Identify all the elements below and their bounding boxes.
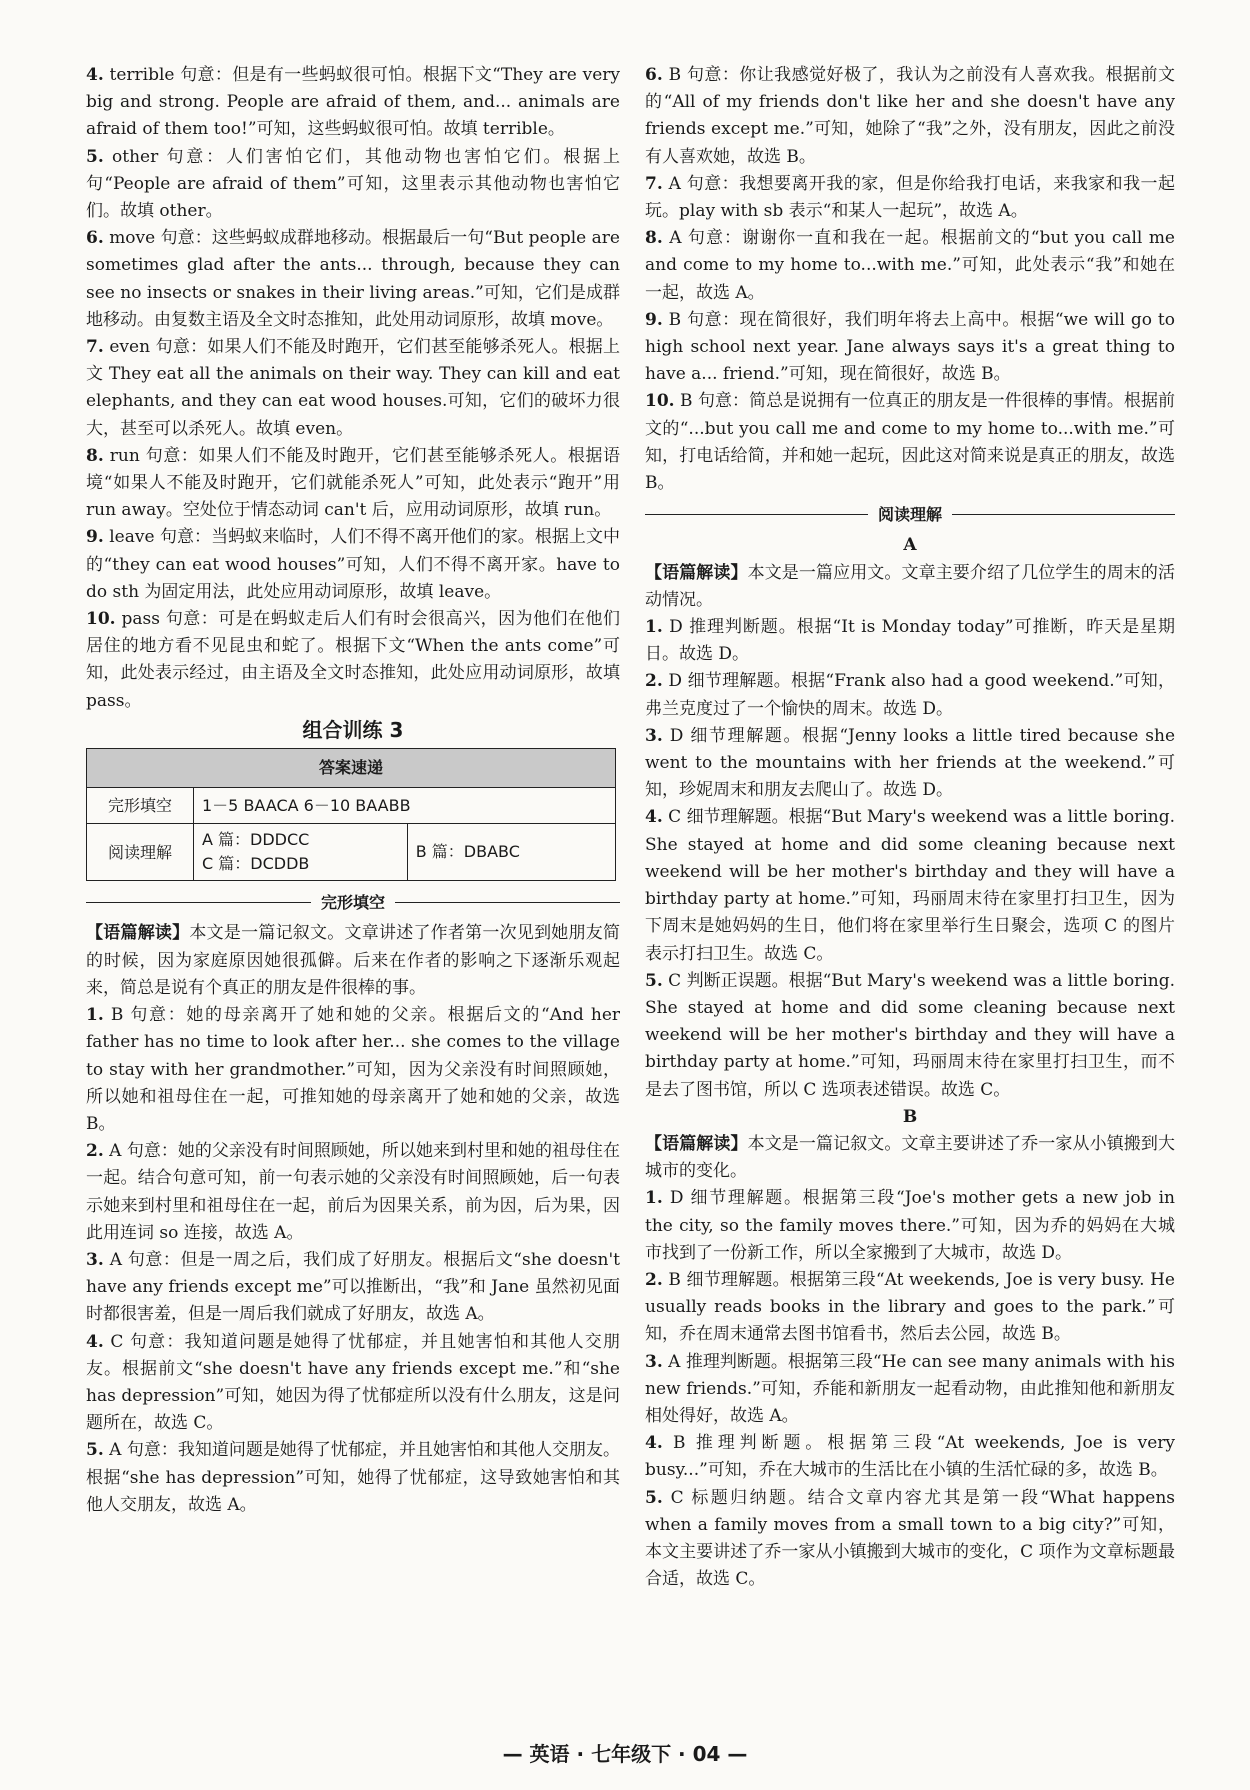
- answer-item: [645, 1267, 1175, 1349]
- item-text: C 标题归纳题。结合文章内容尤其是第一段“What happens when a family moves from a small town to a big city?”可知，本文主要讲述了乔一家从小镇搬到大城市的变化，C 项作为文章标题最合适，故选 C。: [645, 1487, 1175, 1590]
- item-text: run 句意：如果人们不能及时跑开，它们甚至能够杀死人。根据语境“如果人不能及时跑开，它们就能杀死人”可知，此处表示“跑开”用 run away。空处位于情态动词 can't 后，应用动词原形，故填 run。: [86, 445, 620, 521]
- answer-item: [645, 723, 1175, 805]
- item-number: 5.: [86, 1440, 104, 1461]
- item-number: 9.: [86, 527, 104, 548]
- answer-item: [645, 225, 1175, 307]
- item-text: leave 句意：当蚂蚁来临时，人们不得不离开他们的家。根据上文中的“they can eat wood houses”可知，人们不得不离开家。have to do sth 为固定用法，此处应用动词原形，故填 leave。: [86, 527, 621, 602]
- answer-item: [645, 171, 1175, 225]
- reading-b-answers: B 篇：DBABC: [407, 824, 615, 881]
- item-text: B 细节理解题。根据第三段“At weekends, Joe is very busy. He usually reads books in the library and goes to the park.”可知，乔在周末通常去图书馆看书，然后去公园，故选 B。: [645, 1269, 1175, 1345]
- answer-item: [86, 1247, 620, 1329]
- answer-item: [645, 1485, 1175, 1594]
- intro-tag: 【语篇解读】: [86, 923, 190, 944]
- passage-a-letter: A: [903, 535, 917, 556]
- item-number: 5.: [645, 1487, 663, 1508]
- item-text: A 句意：谢谢你一直和我在一起。根据前文的“but you call me and come to my home to...with me.”可知，此处表示“我”和她在一起，故选 A。: [645, 228, 1175, 303]
- intro-text: 本文是一篇记叙文。文章主要讲述了乔一家从小镇搬到大城市的变化。: [645, 1133, 1176, 1182]
- left-column: [86, 62, 620, 1519]
- item-number: 2.: [86, 1141, 104, 1162]
- answer-item: [645, 614, 1175, 668]
- section-title: 组合训练 3: [302, 717, 404, 742]
- reading-heading: 阅读理解: [878, 505, 943, 525]
- item-number: 6.: [645, 65, 663, 85]
- item-text: D 细节理解题。根据“Frank also had a good weekend.”可知，弗兰克度过了一个愉快的周末。故选 D。: [645, 671, 1175, 719]
- cloze-answer-list: [86, 1002, 620, 1519]
- item-text: move 句意：这些蚂蚁成群地移动。根据最后一句“But people are sometimes glad after the ants... through, because they can see no insects or snakes in their living areas.”可知，它们是成群地移动。由复数主语及全文时态推知，此处用动词原形，故填 move。: [86, 228, 620, 330]
- passage-a-intro: [645, 560, 1175, 614]
- intro-text: 本文是一篇记叙文。文章讲述了作者第一次见到她朋友简的时候，因为家庭原因她很孤僻。后来在作者的影响之下逐渐乐观起来，简总是说有个真正的朋友是件很棒的事。: [86, 923, 621, 998]
- answer-item: [645, 1185, 1175, 1267]
- answer-summary-table: [86, 748, 616, 881]
- item-number: 10.: [645, 391, 675, 412]
- answer-item: [645, 388, 1175, 497]
- item-text: A 句意：但是一周之后，我们成了好朋友。根据后文“she doesn't have any friends except me”可以推断出，“我”和 Jane 虽然初见面时都很害羞，但是一周后我们就成了好朋友，故选 A。: [86, 1249, 621, 1325]
- item-number: 3.: [86, 1249, 104, 1270]
- reading-label: 阅读理解: [87, 824, 194, 881]
- item-text: D 推理判断题。根据“It is Monday today”可推断，昨天是星期日。故选 D。: [645, 617, 1176, 665]
- item-number: 5.: [645, 970, 663, 991]
- item-text: A 推理判断题。根据第三段“He can see many animals with his new friends.”可知，乔能和新朋友一起看动物，由此推知他和新朋友相处得好，故选 A。: [645, 1351, 1175, 1426]
- answer-item: [86, 606, 620, 715]
- item-number: 4.: [645, 807, 663, 828]
- item-number: 6.: [86, 228, 104, 249]
- answer-item: [645, 1430, 1175, 1484]
- answer-item: [645, 1349, 1175, 1431]
- intro-tag: 【语篇解读】: [645, 1133, 748, 1154]
- answer-item: [645, 307, 1175, 389]
- answer-item: [86, 62, 620, 144]
- cloze-answers: 1－5 BAACA 6－10 BAABB: [194, 788, 616, 824]
- answer-item: [86, 524, 620, 606]
- item-text: B 句意：现在简很好，我们明年将去上高中。根据“we will go to high school next year. Jane always says it's a great thing to have a... friend.”可知，现在简很好，故选 B。: [645, 309, 1175, 385]
- item-number: 4.: [86, 1331, 104, 1352]
- item-number: 5.: [86, 146, 104, 167]
- cloze-label: 完形填空: [87, 788, 194, 824]
- answer-item: [86, 225, 620, 334]
- reading-divider: [645, 501, 1175, 528]
- item-number: 1.: [86, 1005, 104, 1026]
- item-text: A 句意：我想要离开我的家，但是你给我打电话，来我家和我一起玩。play with sb 表示“和某人一起玩”，故选 A。: [645, 173, 1175, 222]
- item-text: other 句意：人们害怕它们，其他动物也害怕它们。根据上句“People are afraid of them”可知，这里表示其他动物也害怕它们。故填 other。: [86, 146, 620, 222]
- item-text: pass 句意：可是在蚂蚁走后人们有时会很高兴，因为他们在他们居住的地方看不见昆虫和蛇了。根据下文“When the ants come”可知，此处表示经过，由主语及全文时态推知，此处应用动词原形，故填 pass。: [86, 609, 620, 711]
- answer-item: [86, 1138, 620, 1247]
- item-number: 7.: [645, 173, 663, 194]
- item-text: terrible 句意：但是有一些蚂蚁很可怕。根据下文“They are very big and strong. People are afraid of them, and... animals are afraid of them too!”可知，这些蚂蚁很可怕。故填 terrible。: [86, 65, 620, 140]
- reading-a-answers: A 篇：DDDCC: [202, 830, 310, 850]
- answer-item: [645, 62, 1175, 171]
- answer-item: [86, 443, 620, 525]
- item-number: 9.: [645, 309, 663, 330]
- cloze-heading: 完形填空: [321, 893, 386, 913]
- item-number: 4.: [645, 1433, 663, 1454]
- item-number: 10.: [86, 609, 116, 630]
- answer-item: [645, 668, 1175, 722]
- item-text: A 句意：她的父亲没有时间照顾她，所以她来到村里和她的祖母住在一起。结合句意可知，前一句表示她的父亲没有时间照顾她，后一句表示她来到村里和祖母住在一起，前后为因果关系，前为因，后为果，因此用连词 so 连接，故选 A。: [86, 1141, 621, 1243]
- answer-item: [86, 1002, 620, 1138]
- answer-item: [645, 968, 1175, 1104]
- right-answer-list: [645, 62, 1175, 497]
- item-number: 4.: [86, 65, 104, 85]
- item-text: A 句意：我知道问题是她得了忧郁症，并且她害怕和其他人交朋友。根据“she has depression”可知，她得了忧郁症，这导致她害怕和其他人交朋友，故选 A。: [86, 1440, 621, 1515]
- item-text: C 细节理解题。根据“But Mary's weekend was a little boring. She stayed at home and did some cleaning because next weekend will be her mother's birthday and they will have a birthday party at home.”可知，玛丽周末待在家里打扫卫生，因为下周末是她妈妈的生日，他们将在家里举行生日聚会，选项 C 的图片表示打扫卫生。故选 C。: [645, 807, 1175, 964]
- intro-tag: 【语篇解读】: [645, 562, 748, 583]
- item-text: D 细节理解题。根据“Jenny looks a little tired because she went to the mountains with her friends at the weekend.”可知，珍妮周末和朋友去爬山了。故选 D。: [645, 725, 1176, 801]
- cloze-divider: [86, 889, 620, 916]
- item-text: C 判断正误题。根据“But Mary's weekend was a little boring. She stayed at home and did some cleaning because next weekend will be her mother's birthday and they will have a birthday party at home.”可知，玛丽周末待在家里打扫卫生，而不是去了图书馆，所以 C 选项表述错误。故选 C。: [645, 970, 1175, 1100]
- item-text: even 句意：如果人们不能及时跑开，它们甚至能够杀死人。根据上文 They eat all the animals on their way. They can kill and eat elephants, and they can eat wood houses.可知，它们的破坏力很大，甚至可以杀死人。故填 even。: [86, 337, 621, 439]
- item-text: D 细节理解题。根据第三段“Joe's mother gets a new job in the city, so the family moves there.”可知，因为乔的妈妈在大城市找到了一份新工作，所以全家搬到了大城市，故选 D。: [645, 1188, 1176, 1263]
- item-number: 1.: [645, 617, 663, 638]
- answer-item: [86, 334, 620, 443]
- intro-text: 本文是一篇应用文。文章主要介绍了几位学生的周末的活动情况。: [645, 562, 1176, 610]
- passage-b-letter: B: [902, 1106, 918, 1127]
- answer-item: [645, 804, 1175, 967]
- item-number: 1.: [645, 1188, 663, 1209]
- item-number: 8.: [645, 228, 663, 249]
- item-text: C 句意：我知道问题是她得了忧郁症，并且她害怕和其他人交朋友。根据前文“she doesn't have any friends except me.”和“she has depression”可知，她因为得了忧郁症所以没有什么朋友，这是问题所在，故选 C。: [86, 1331, 620, 1434]
- right-column: [645, 62, 1175, 1593]
- reading-answers-ac: [194, 824, 408, 881]
- item-text: B 句意：简总是说拥有一位真正的朋友是一件很棒的事情。根据前文的“...but you call me and come to my home to...with me.”可知，打电话给简，并和她一起玩，因此这对简来说是真正的朋友，故选 B。: [645, 391, 1175, 494]
- reading-c-answers: C 篇：DCDDB: [202, 854, 310, 874]
- answer-item: [86, 1329, 620, 1438]
- item-text: B 句意：你让我感觉好极了，我认为之前没有人喜欢我。根据前文的“All of my friends don't like her and she doesn't have any friends except me.”可知，她除了“我”之外，没有朋友，因此之前没有人喜欢她，故选 B。: [645, 65, 1175, 167]
- passage-b-intro: [645, 1131, 1175, 1185]
- item-number: 2.: [645, 671, 663, 692]
- answer-item: [86, 144, 620, 226]
- answer-item: [86, 1437, 620, 1519]
- passage-a-answer-list: [645, 614, 1175, 1104]
- page-footer: — 英语 · 七年级下 · 04 —: [502, 1742, 748, 1766]
- item-number: 7.: [86, 337, 104, 358]
- item-text: B 句意：她的母亲离开了她和她的父亲。根据后文的“And her father has no time to look after her... she comes to the village to stay with her grandmother.”可知，因为父亲没有时间照顾她，所以她和祖母住在一起，可推知她的母亲离开了她和她的父亲，故选 B。: [86, 1005, 621, 1134]
- item-number: 3.: [645, 1351, 663, 1372]
- table-header: 答案速递: [87, 749, 616, 788]
- item-number: 3.: [645, 725, 663, 746]
- passage-b-answer-list: [645, 1185, 1175, 1593]
- item-number: 8.: [86, 445, 104, 466]
- cloze-intro: [86, 920, 620, 1002]
- item-number: 2.: [645, 1269, 663, 1290]
- left-answer-list: [86, 62, 620, 715]
- item-text: B 推理判断题。根据第三段“At weekends, Joe is very busy...”可知，乔在大城市的生活比在小镇的生活忙碌的多，故选 B。: [645, 1433, 1175, 1481]
